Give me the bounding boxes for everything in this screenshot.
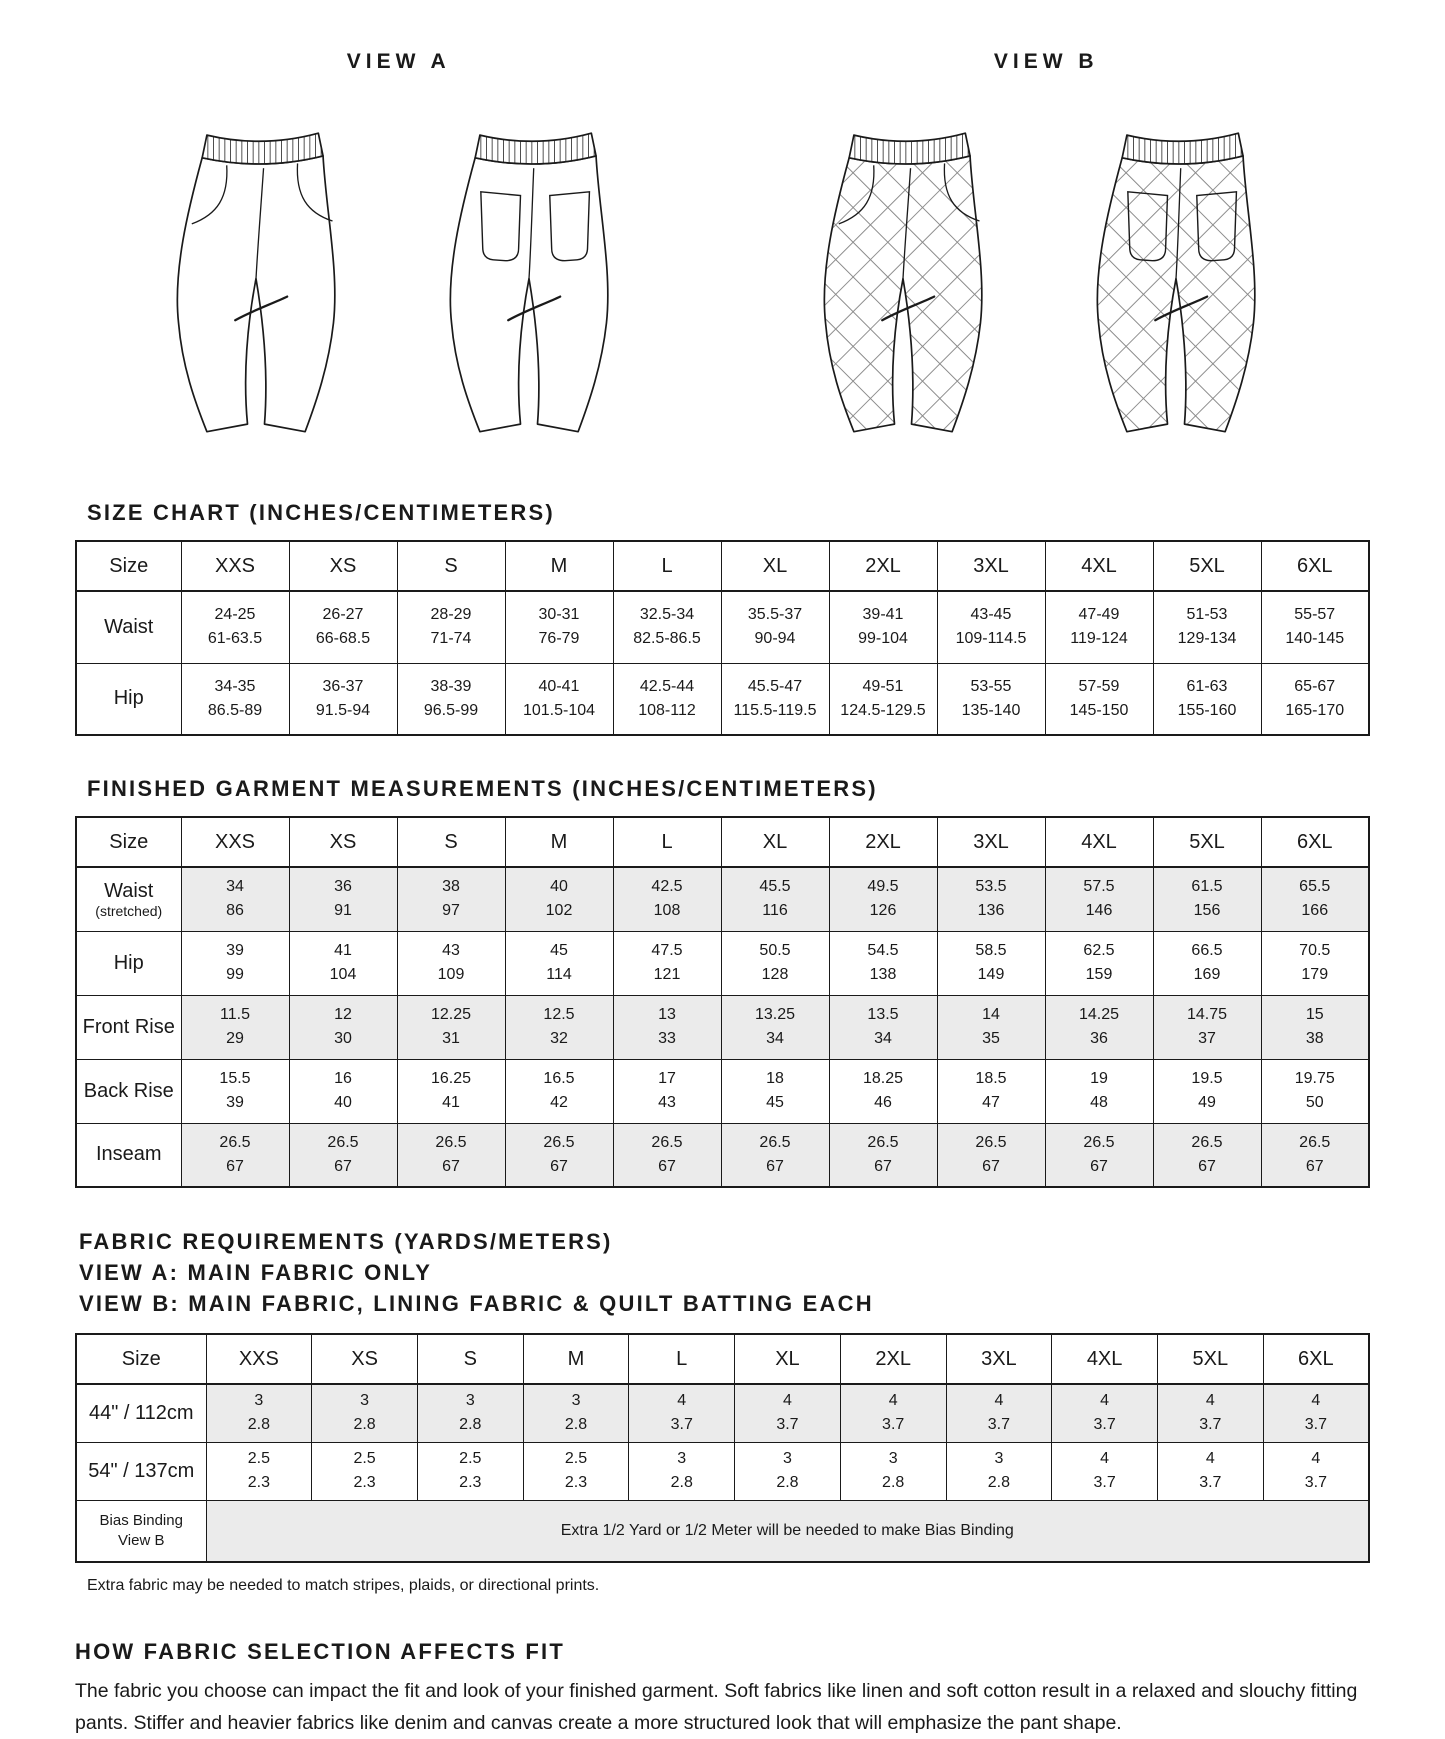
table-cell: 26.5 67 (289, 1123, 397, 1187)
table-cell: 57.5 146 (1045, 867, 1153, 931)
table-cell: 13.25 34 (721, 995, 829, 1059)
table-cell: 45.5 116 (721, 867, 829, 931)
column-header: Size (76, 541, 181, 591)
table-cell: 50.5 128 (721, 931, 829, 995)
view-b-label: VIEW B (993, 50, 1099, 73)
table-cell: 43-45 109-114.5 (937, 591, 1045, 663)
view-a-drawings (154, 120, 644, 460)
column-header: S (397, 817, 505, 867)
table-cell: 39-41 99-104 (829, 591, 937, 663)
table-cell: 45.5-47 115.5-119.5 (721, 663, 829, 735)
column-header: XL (735, 1334, 841, 1384)
column-header: L (629, 1334, 735, 1384)
table-row (76, 931, 1369, 995)
size-chart-table (75, 540, 1370, 736)
column-header: 4XL (1045, 541, 1153, 591)
table-cell: 12.5 32 (505, 995, 613, 1059)
table-cell: 4 3.7 (946, 1384, 1052, 1442)
table-row (76, 1442, 1369, 1500)
size-chart-title: SIZE CHART (INCHES/CENTIMETERS) (87, 500, 555, 525)
table-cell: 15 38 (1261, 995, 1369, 1059)
table-cell: 26.5 67 (1261, 1123, 1369, 1187)
table-cell: 34 86 (181, 867, 289, 931)
table-cell: 57-59 145-150 (1045, 663, 1153, 735)
table-cell: 40-41 101.5-104 (505, 663, 613, 735)
table-cell: 26.5 67 (505, 1123, 613, 1187)
table-cell: 34-35 86.5-89 (181, 663, 289, 735)
table-cell: 4 3.7 (840, 1384, 946, 1442)
column-header: 5XL (1153, 817, 1261, 867)
table-cell: 36-37 91.5-94 (289, 663, 397, 735)
column-header: Size (76, 1334, 206, 1384)
table-cell: 4 3.7 (1263, 1384, 1369, 1442)
finished-measurements-table (75, 816, 1370, 1188)
column-header: 6XL (1263, 1334, 1369, 1384)
table-cell: 12 30 (289, 995, 397, 1059)
table-cell: 26.5 67 (937, 1123, 1045, 1187)
view-a-group (75, 50, 723, 460)
view-b-front-quilted-pants-illustration (801, 120, 1018, 460)
table-cell: 66.5 169 (1153, 931, 1261, 995)
table-cell: 3 2.8 (629, 1442, 735, 1500)
table-cell: 14 35 (937, 995, 1045, 1059)
table-row (76, 995, 1369, 1059)
table-cell: 18.25 46 (829, 1059, 937, 1123)
table-cell: 2.5 2.3 (417, 1442, 523, 1500)
column-header: 5XL (1157, 1334, 1263, 1384)
row-header: 54" / 137cm (76, 1442, 206, 1500)
table-cell: 54.5 138 (829, 931, 937, 995)
fabric-requirements-titles (75, 1226, 1370, 1319)
table-cell: 36 91 (289, 867, 397, 931)
fabric-view-a-subtitle: VIEW A: MAIN FABRIC ONLY (79, 1260, 433, 1285)
view-a-label: VIEW A (346, 50, 451, 73)
table-cell: 26-27 66-68.5 (289, 591, 397, 663)
table-cell: 35.5-37 90-94 (721, 591, 829, 663)
view-a-back-pants-illustration (427, 120, 644, 460)
table-cell: 38 97 (397, 867, 505, 931)
table-cell: 16.5 42 (505, 1059, 613, 1123)
column-header: XXS (206, 1334, 312, 1384)
table-cell: 26.5 67 (721, 1123, 829, 1187)
table-cell: 4 3.7 (1052, 1384, 1158, 1442)
row-header: Bias Binding View B (76, 1500, 206, 1562)
table-cell: 18 45 (721, 1059, 829, 1123)
table-cell: 61.5 156 (1153, 867, 1261, 931)
table-cell: 26.5 67 (397, 1123, 505, 1187)
table-cell: 4 3.7 (1052, 1442, 1158, 1500)
table-cell: 11.5 29 (181, 995, 289, 1059)
table-cell: 53-55 135-140 (937, 663, 1045, 735)
column-header: M (505, 541, 613, 591)
column-header: 3XL (937, 541, 1045, 591)
table-cell: 3 2.8 (735, 1442, 841, 1500)
column-header: 5XL (1153, 541, 1261, 591)
table-cell: 4 3.7 (1157, 1442, 1263, 1500)
column-header: 2XL (829, 817, 937, 867)
table-cell: 26.5 67 (829, 1123, 937, 1187)
table-cell: 3 2.8 (840, 1442, 946, 1500)
table-row (76, 663, 1369, 735)
column-header: XL (721, 541, 829, 591)
row-header: Waist (stretched) (76, 867, 181, 931)
row-header: Front Rise (76, 995, 181, 1059)
table-cell: 18.5 47 (937, 1059, 1045, 1123)
column-header: 6XL (1261, 817, 1369, 867)
column-header: XS (289, 817, 397, 867)
table-cell: 26.5 67 (1153, 1123, 1261, 1187)
table-cell: 40 102 (505, 867, 613, 931)
table-cell: 4 3.7 (735, 1384, 841, 1442)
table-cell: 53.5 136 (937, 867, 1045, 931)
column-header: S (397, 541, 505, 591)
column-header: S (417, 1334, 523, 1384)
table-cell: 26.5 67 (613, 1123, 721, 1187)
table-cell: 65.5 166 (1261, 867, 1369, 931)
view-b-drawings (801, 120, 1291, 460)
table-cell: 61-63 155-160 (1153, 663, 1261, 735)
view-b-group (723, 50, 1371, 460)
column-header: 6XL (1261, 541, 1369, 591)
column-header: XXS (181, 541, 289, 591)
column-header: L (613, 817, 721, 867)
table-cell: 45 114 (505, 931, 613, 995)
fabric-selection-section (75, 1639, 1370, 1739)
table-cell: 42.5-44 108-112 (613, 663, 721, 735)
table-cell: 15.5 39 (181, 1059, 289, 1123)
view-b-back-quilted-pants-illustration (1074, 120, 1291, 460)
row-header: Hip (76, 663, 181, 735)
table-cell: 13.5 34 (829, 995, 937, 1059)
table-cell: 4 3.7 (629, 1384, 735, 1442)
table-cell: 3 2.8 (523, 1384, 629, 1442)
column-header: M (505, 817, 613, 867)
table-cell: 26.5 67 (181, 1123, 289, 1187)
table-cell: 14.75 37 (1153, 995, 1261, 1059)
table-cell: 16.25 41 (397, 1059, 505, 1123)
table-cell: 58.5 149 (937, 931, 1045, 995)
fabric-footnote: Extra fabric may be needed to match stripes, plaids, or directional prints. (87, 1577, 600, 1594)
table-cell: 70.5 179 (1261, 931, 1369, 995)
table-cell: 19.75 50 (1261, 1059, 1369, 1123)
table-row (76, 1384, 1369, 1442)
table-cell: 24-25 61-63.5 (181, 591, 289, 663)
table-cell: 30-31 76-79 (505, 591, 613, 663)
column-header: 2XL (829, 541, 937, 591)
table-cell: 19.5 49 (1153, 1059, 1261, 1123)
views-section (75, 0, 1370, 460)
table-cell: 19 48 (1045, 1059, 1153, 1123)
fabric-view-b-subtitle: VIEW B: MAIN FABRIC, LINING FABRIC & QUILT BATTING EACH (79, 1291, 874, 1316)
row-header: 44" / 112cm (76, 1384, 206, 1442)
column-header: L (613, 541, 721, 591)
table-cell: 32.5-34 82.5-86.5 (613, 591, 721, 663)
finished-measurements-title: FINISHED GARMENT MEASUREMENTS (INCHES/CENTIMETERS) (87, 776, 878, 801)
table-cell: 62.5 159 (1045, 931, 1153, 995)
fabric-selection-body: The fabric you choose can impact the fit and look of your finished garment. Soft fabrics like linen and soft cotton result in a relaxed and slouchy fitting pants. Stiffer and heavier fabrics like denim and canvas create a more structured look that will emphasize the pant shape. (75, 1680, 1358, 1734)
table-cell: 3 2.8 (417, 1384, 523, 1442)
column-header: 4XL (1045, 817, 1153, 867)
bias-binding-note: Extra 1/2 Yard or 1/2 Meter will be needed to make Bias Binding (206, 1500, 1369, 1562)
column-header: 3XL (937, 817, 1045, 867)
table-cell: 3 2.8 (946, 1442, 1052, 1500)
table-cell: 51-53 129-134 (1153, 591, 1261, 663)
fabric-requirements-title: FABRIC REQUIREMENTS (YARDS/METERS) (79, 1229, 613, 1254)
table-row (76, 1059, 1369, 1123)
table-cell: 47-49 119-124 (1045, 591, 1153, 663)
table-cell: 2.5 2.3 (523, 1442, 629, 1500)
table-cell: 49-51 124.5-129.5 (829, 663, 937, 735)
table-cell: 42.5 108 (613, 867, 721, 931)
fabric-selection-title: HOW FABRIC SELECTION AFFECTS FIT (75, 1639, 566, 1664)
table-cell: 55-57 140-145 (1261, 591, 1369, 663)
table-cell: 47.5 121 (613, 931, 721, 995)
table-cell: 13 33 (613, 995, 721, 1059)
table-row (76, 867, 1369, 931)
column-header: Size (76, 817, 181, 867)
column-header: XXS (181, 817, 289, 867)
table-row (76, 1123, 1369, 1187)
table-cell: 2.5 2.3 (312, 1442, 418, 1500)
bias-binding-row (76, 1500, 1369, 1562)
column-header: M (523, 1334, 629, 1384)
view-a-front-pants-illustration (154, 120, 371, 460)
table-cell: 4 3.7 (1157, 1384, 1263, 1442)
table-cell: 39 99 (181, 931, 289, 995)
table-cell: 14.25 36 (1045, 995, 1153, 1059)
table-cell: 3 2.8 (312, 1384, 418, 1442)
table-cell: 16 40 (289, 1059, 397, 1123)
column-header: XL (721, 817, 829, 867)
table-cell: 2.5 2.3 (206, 1442, 312, 1500)
table-cell: 12.25 31 (397, 995, 505, 1059)
row-header: Hip (76, 931, 181, 995)
column-header: 2XL (840, 1334, 946, 1384)
column-header: 3XL (946, 1334, 1052, 1384)
row-header: Inseam (76, 1123, 181, 1187)
column-header: XS (312, 1334, 418, 1384)
table-cell: 17 43 (613, 1059, 721, 1123)
table-cell: 43 109 (397, 931, 505, 995)
row-header: Back Rise (76, 1059, 181, 1123)
table-cell: 26.5 67 (1045, 1123, 1153, 1187)
row-header: Waist (76, 591, 181, 663)
table-cell: 28-29 71-74 (397, 591, 505, 663)
table-cell: 65-67 165-170 (1261, 663, 1369, 735)
table-cell: 4 3.7 (1263, 1442, 1369, 1500)
table-cell: 41 104 (289, 931, 397, 995)
table-cell: 38-39 96.5-99 (397, 663, 505, 735)
table-cell: 49.5 126 (829, 867, 937, 931)
column-header: 4XL (1052, 1334, 1158, 1384)
fabric-requirements-table (75, 1333, 1370, 1563)
table-cell: 3 2.8 (206, 1384, 312, 1442)
column-header: XS (289, 541, 397, 591)
table-row (76, 591, 1369, 663)
